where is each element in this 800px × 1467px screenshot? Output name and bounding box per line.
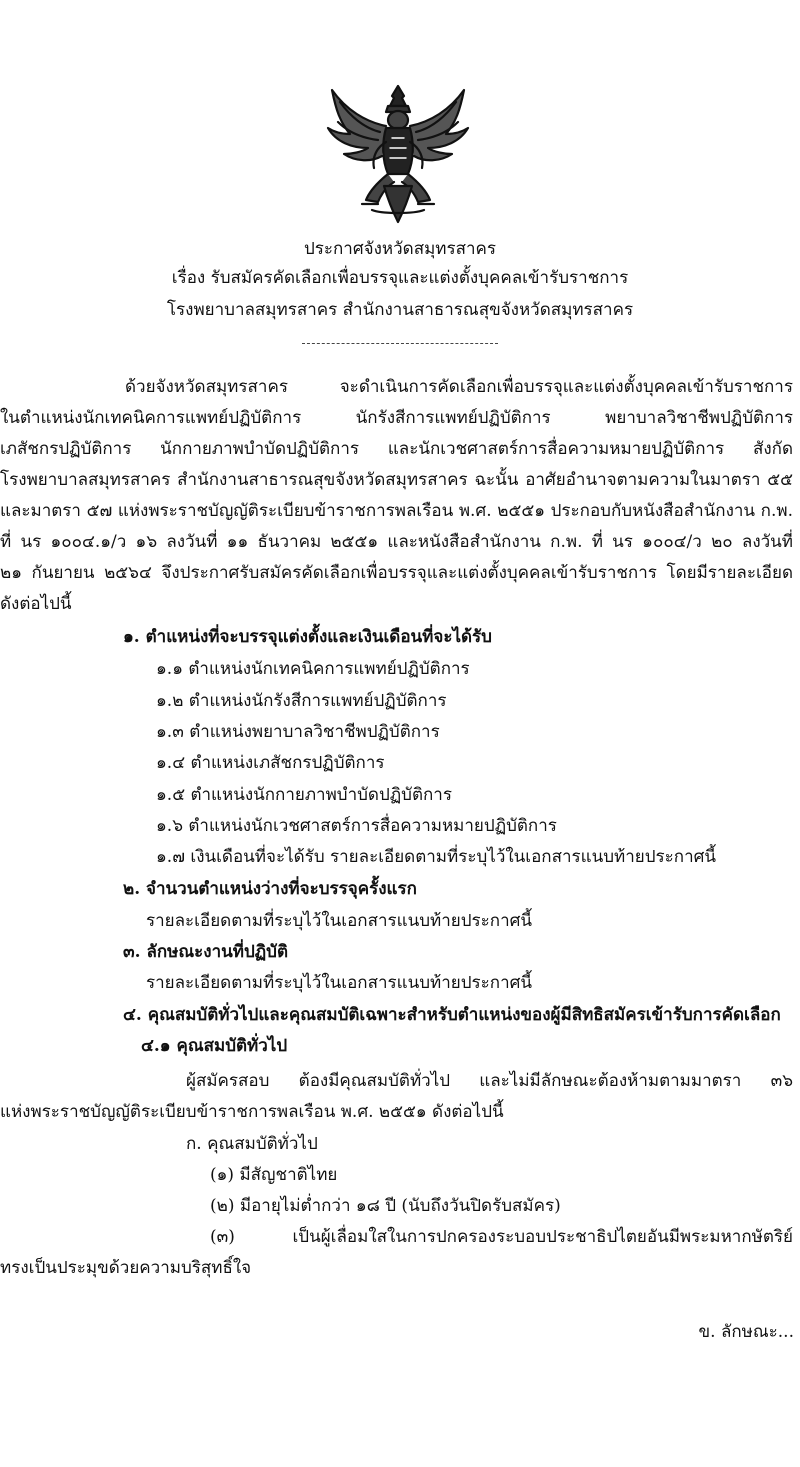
section-1-heading: ๑. ตำแหน่งที่จะบรรจุแต่งตั้งและเงินเดือนที่จะได้รับ: [123, 627, 492, 647]
section-1-item: ๑.๓ ตำแหน่งพยาบาลวิชาชีพปฏิบัติการ: [156, 722, 440, 742]
announcement-title: ประกาศจังหวัดสมุทรสาคร: [303, 239, 497, 259]
section-3-text: รายละเอียดตามที่ระบุไว้ในเอกสารแนบท้ายประกาศนี้: [146, 973, 533, 993]
section-1-item: ๑.๗ เงินเดือนที่จะได้รับ รายละเอียดตามที่ระบุไว้ในเอกสารแนบท้ายประกาศนี้: [156, 847, 717, 867]
section-3-heading: ๓. ลักษณะงานที่ปฏิบัติ: [123, 942, 288, 962]
header-divider: [302, 343, 498, 344]
intro-line: และมาตรา ๕๗ แห่งพระราชบัญญัติระเบียบข้าราชการพลเรือน พ.ศ. ๒๕๕๑ ประกอบกับหนังสือสำนักงาน ก.พ.: [0, 501, 793, 521]
announcement-agency: โรงพยาบาลสมุทรสาคร สำนักงานสาธารณสุขจังหวัดสมุทรสาคร: [166, 300, 634, 320]
qualification-item: (๒) มีอายุไม่ต่ำกว่า ๑๘ ปี (นับถึงวันปิดรับสมัคร): [210, 1196, 561, 1216]
section-1-item: ๑.๒ ตำแหน่งนักรังสีการแพทย์ปฏิบัติการ: [156, 691, 447, 711]
section-4-1-para: แห่งพระราชบัญญัติระเบียบข้าราชการพลเรือน พ.ศ. ๒๕๕๑ ดังต่อไปนี้: [0, 1102, 504, 1122]
intro-line: ๒๑ กันยายน ๒๕๖๔ จึงประกาศรับสมัครคัดเลือกเพื่อบรรจุและแต่งตั้งบุคคลเข้ารับราชการ โดยมีรายละเอียด: [0, 563, 793, 583]
section-4-1-heading: ๔.๑ คุณสมบัติทั่วไป: [141, 1036, 288, 1056]
qualification-item: (๓) เป็นผู้เลื่อมใสในการปกครองระบอบประชาธิปไตยอันมีพระมหากษัตริย์: [210, 1227, 793, 1247]
page-continuation: ข. ลักษณะ...: [698, 1322, 794, 1342]
intro-line: ดังต่อไปนี้: [0, 594, 72, 614]
intro-line: ด้วยจังหวัดสมุทรสาคร จะดำเนินการคัดเลือกเพื่อบรรจุและแต่งตั้งบุคคลเข้ารับราชการ: [125, 377, 793, 397]
section-1-item: ๑.๑ ตำแหน่งนักเทคนิคการแพทย์ปฏิบัติการ: [156, 659, 470, 679]
announcement-subject: เรื่อง รับสมัครคัดเลือกเพื่อบรรจุและแต่งตั้งบุคคลเข้ารับราชการ: [171, 268, 629, 288]
intro-line: เภสัชกรปฏิบัติการ นักกายภาพบำบัดปฏิบัติการ และนักเวชศาสตร์การสื่อความหมายปฏิบัติการ สังกัด: [0, 439, 793, 459]
section-1-item: ๑.๕ ตำแหน่งนักกายภาพบำบัดปฏิบัติการ: [156, 785, 452, 805]
section-1-item: ๑.๔ ตำแหน่งเภสัชกรปฏิบัติการ: [156, 753, 385, 773]
section-2-text: รายละเอียดตามที่ระบุไว้ในเอกสารแนบท้ายประกาศนี้: [146, 911, 533, 931]
section-4-heading: ๔. คุณสมบัติทั่วไปและคุณสมบัติเฉพาะสำหรับตำแหน่งของผู้มีสิทธิสมัครเข้ารับการคัดเลือก: [123, 1005, 781, 1025]
garuda-emblem-icon: [322, 82, 474, 230]
section-2-heading: ๒. จำนวนตำแหน่งว่างที่จะบรรจุครั้งแรก: [123, 879, 417, 899]
qualification-ka-heading: ก. คุณสมบัติทั่วไป: [186, 1134, 318, 1154]
intro-line: โรงพยาบาลสมุทรสาคร สำนักงานสาธารณสุขจังหวัดสมุทรสาคร ฉะนั้น อาศัยอำนาจตามความในมาตรา ๕๕: [0, 470, 793, 490]
intro-line: ในตำแหน่งนักเทคนิคการแพทย์ปฏิบัติการ นักรังสีการแพทย์ปฏิบัติการ พยาบาลวิชาชีพปฏิบัติการ: [0, 408, 793, 428]
qualification-item: (๑) มีสัญชาติไทย: [210, 1165, 338, 1185]
intro-line: ที่ นร ๑๐๐๔.๑/ว ๑๖ ลงวันที่ ๑๑ ธันวาคม ๒๕๕๑ และหนังสือสำนักงาน ก.พ. ที่ นร ๑๐๐๔/ว ๒๐ ลงวันที่: [0, 532, 793, 552]
section-4-1-para: ผู้สมัครสอบ ต้องมีคุณสมบัติทั่วไป และไม่มีลักษณะต้องห้ามตามมาตรา ๓๖: [186, 1071, 793, 1091]
section-1-item: ๑.๖ ตำแหน่งนักเวชศาสตร์การสื่อความหมายปฏิบัติการ: [156, 816, 557, 836]
qualification-item: ทรงเป็นประมุขด้วยความบริสุทธิ์ใจ: [0, 1258, 252, 1278]
